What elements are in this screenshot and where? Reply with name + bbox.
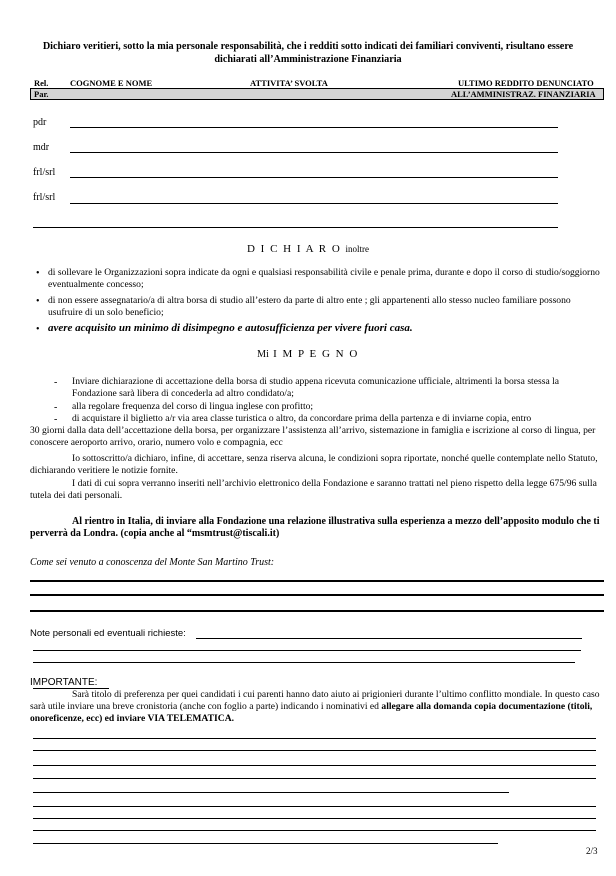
header-rel: Rel. — [34, 78, 49, 88]
doc-line-9[interactable] — [33, 843, 498, 844]
dichiaro-title-suffix: inoltre — [345, 244, 370, 254]
bullet-1-icon: • — [36, 268, 40, 279]
importante-text-bold: allegare alla domanda copia documentazione (titoli, onoreficenze, ecc) ed inviare VIA TELEMATICA. — [30, 701, 593, 724]
notes-label: Note personali ed eventuali richieste: — [30, 628, 186, 639]
row-line-frl-2[interactable] — [70, 203, 558, 204]
impegno-item-3: di acquistare il biglietto a/r via area classe turistica o altro, da concordare prima della partenza e di inviarne copia, entro — [72, 413, 532, 424]
impegno-title-b: I M P E G N O — [273, 348, 359, 360]
header-name: COGNOME E NOME — [70, 78, 153, 88]
answer-line-2[interactable] — [30, 594, 604, 596]
dichiaro-item-3: avere acquisito un minimo di disimpegno e autosufficienza per vivere fuori casa. — [48, 322, 413, 334]
impegno-title-a: Mi — [257, 349, 269, 360]
doc-line-1[interactable] — [33, 738, 596, 739]
dash-2-icon: - — [54, 402, 58, 413]
impegno-item-2: alla regolare frequenza del corso di lingua inglese con profitto; — [72, 401, 314, 412]
intro-line-1: Dichiaro veritieri, sotto la mia personale responsabilità, che i redditi sotto indicati dei familiari conviventi, risultano essere — [42, 41, 574, 52]
impegno-para-2: I dati di cui sopra verranno inseriti nell’archivio elettronico della Fondazione e saranno trattati nel pieno rispetto della legge 675/96 sulla tutela dei dati personali. — [30, 478, 597, 501]
intro-line-2: dichiarati all’Amministrazione Finanziaria — [214, 54, 402, 65]
header-par: Par. — [34, 89, 49, 99]
notes-line-3[interactable] — [33, 662, 575, 663]
bullet-2-icon: • — [36, 296, 40, 307]
importante-text-plain: Sarà titolo di preferenza per quei candidati i cui parenti hanno dato aiuto ai prigionieri durante l’ultimo conflitto mondiale. In questo caso sarà utile inviare una breve cronistoria (anche con foglio a parte) indicando i nominativi ed — [30, 689, 600, 712]
dash-3-icon: - — [54, 414, 58, 425]
doc-line-6[interactable] — [33, 806, 596, 807]
impegno-title — [0, 348, 616, 360]
impegno-item-3-cont: 30 giorni dalla data dell’accettazione della borsa, per organizzare l’assistenza all’arrivo, sistemazione in famiglia e iscrizione al corso di lingua, per conoscere aeroporto arrivo, orario, numero volo e compagnia, ecc — [30, 425, 596, 448]
notes-line-1[interactable] — [196, 638, 582, 639]
row-label-frl-1: frl/srl — [33, 167, 56, 178]
intro-statement — [28, 40, 588, 66]
importante-text — [30, 689, 606, 725]
dash-1-icon: - — [54, 377, 58, 388]
bullet-3-icon: • — [36, 324, 40, 335]
dichiaro-title — [0, 243, 616, 255]
table-header-bar — [30, 88, 604, 100]
source-question: Come sei venuto a conoscenza del Monte San Martino Trust: — [30, 557, 275, 568]
dichiaro-item-2: di non essere assegnatario/a di altra borsa di studio all’estero da parte di altro ente ; gli appartenenti allo stesso nucleo familiare possono usufruire di un solo beneficio; — [48, 295, 571, 318]
impegno-item-1: Inviare dichiarazione di accettazione della borsa di studio appena ricevuta comunicazione ufficiale, altrimenti la borsa stessa la Fondazione sarà libera di concederla ad altro condidato/a; — [72, 376, 560, 399]
importante-title: IMPORTANTE: — [30, 677, 98, 688]
impegno-para-1: Io sottoscritto/a dichiaro, infine, di accettare, senza riserva alcuna, le condizioni sopra riportate, nonché quelle contemplate nello Statuto, dichiarando veritiere le notizie fornite. — [30, 453, 598, 476]
header-authority: ALL’AMMINISTRAZ. FINANZIARIA — [451, 89, 596, 99]
row-line-extra[interactable] — [33, 227, 558, 228]
row-label-frl-2: frl/srl — [33, 192, 56, 203]
doc-line-5[interactable] — [33, 792, 509, 793]
row-line-pdr[interactable] — [70, 127, 558, 128]
doc-line-8[interactable] — [33, 830, 596, 831]
header-income: ULTIMO REDDITO DENUNCIATO — [458, 78, 594, 88]
answer-line-1[interactable] — [30, 580, 604, 582]
notes-line-2[interactable] — [33, 650, 581, 651]
rientro-statement: Al rientro in Italia, di inviare alla Fondazione una relazione illustrativa sulla esperienza a mezzo dell’apposito modulo che ti perverrà da Londra. (copia anche al “msmtrust@tiscali.it) — [30, 516, 600, 539]
doc-line-3[interactable] — [33, 765, 596, 766]
header-activity: ATTIVITA’ SVOLTA — [250, 78, 328, 88]
doc-line-2[interactable] — [33, 750, 596, 751]
dichiaro-title-main: D I C H I A R O — [246, 243, 342, 255]
row-line-mdr[interactable] — [70, 152, 558, 153]
page-number: 2/3 — [586, 846, 598, 856]
row-label-pdr: pdr — [33, 117, 47, 128]
row-line-frl-1[interactable] — [70, 177, 558, 178]
dichiaro-item-1: di sollevare le Organizzazioni sopra indicate da ogni e qualsiasi responsabilità civile e penale prima, durante e dopo il corso di studio/soggiorno eventualmente concesso; — [48, 267, 600, 290]
doc-line-7[interactable] — [33, 818, 596, 819]
row-label-mdr: mdr — [33, 142, 50, 153]
answer-line-3[interactable] — [30, 610, 604, 612]
doc-line-4[interactable] — [33, 778, 596, 779]
